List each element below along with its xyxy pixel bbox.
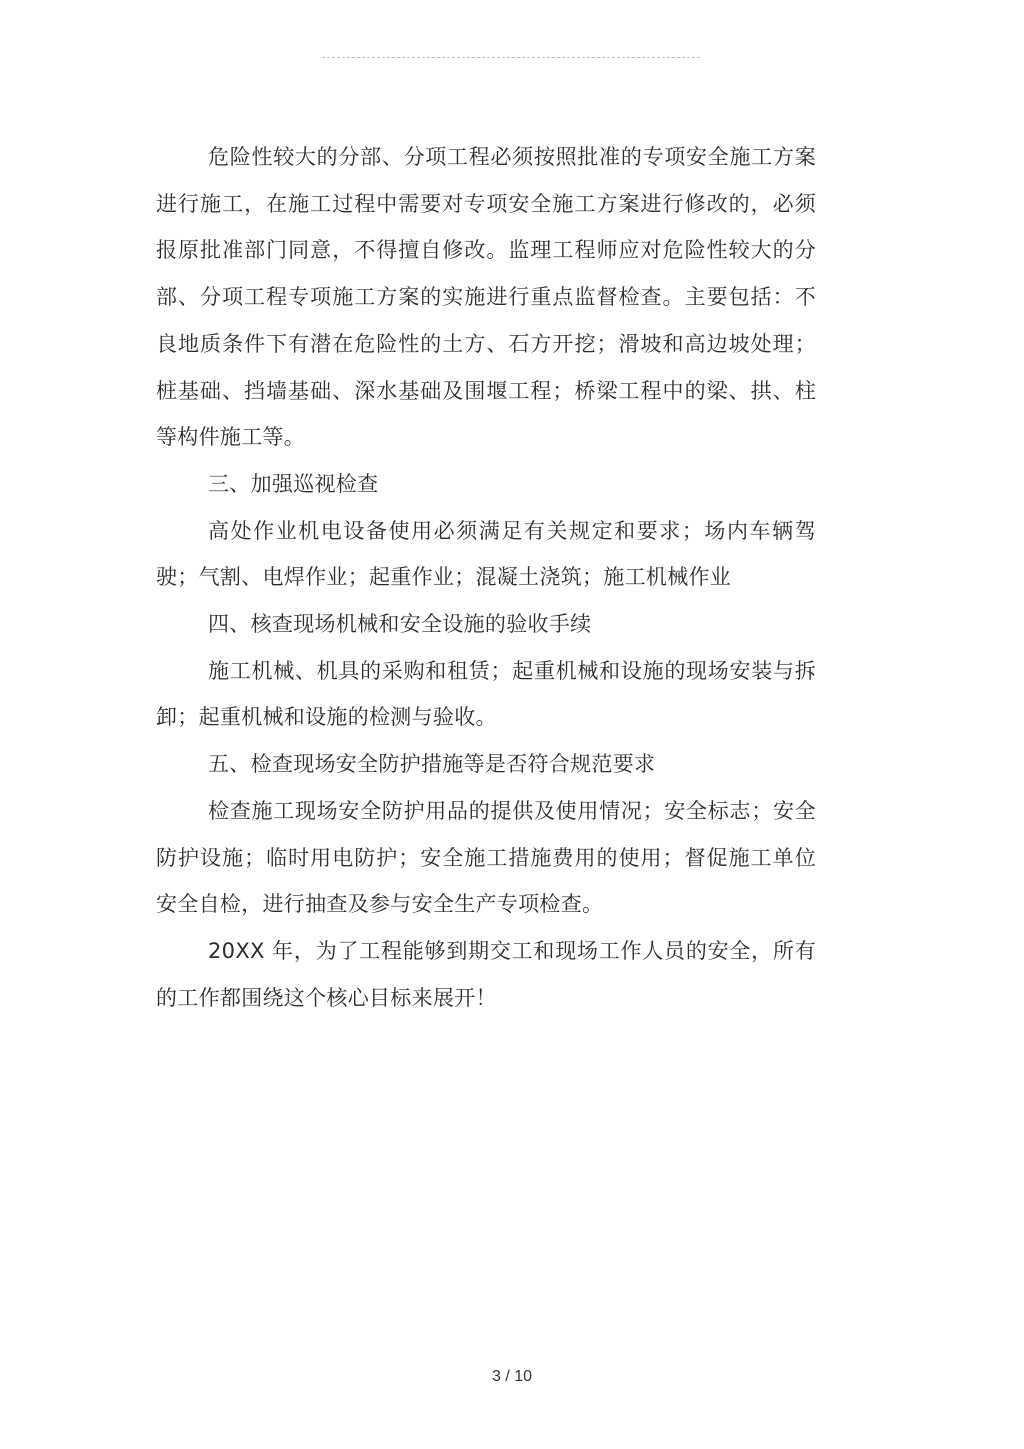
section-heading-safety-measures: 五、检查现场安全防护措施等是否符合规范要求 (208, 752, 656, 777)
section-heading-patrol-inspection: 三、加强巡视检查 (208, 471, 379, 496)
paragraph-hazardous-works: 危险性较大的分部、分项工程必须按照批准的专项安全施工方案进行施工，在施工过程中需要对专项安全施工方案进行修改的，必须报原批准部门同意，不得擅自修改。监理工程师应对危险性较大的分部、分项工程专项施工方案的实施进行重点监督检查。主要包括：不良地质条件下有潜在危险性的土方、石方开挖；滑坡和高边坡处理；桩基础、挡墙基础、深水基础及围堰工程；桥梁工程中的梁、拱、柱等构件施工等。 (156, 145, 816, 450)
paragraph-patrol-items: 高处作业机电设备使用必须满足有关规定和要求；场内车辆驾驶；气割、电焊作业；起重作业；混凝土浇筑；施工机械作业 (156, 518, 816, 590)
paragraph-acceptance-items: 施工机械、机具的采购和租赁；起重机械和设施的现场安装与拆卸；起重机械和设施的检测与验收。 (156, 658, 816, 730)
section-heading-acceptance-procedures: 四、核查现场机械和安全设施的验收手续 (208, 612, 592, 637)
paragraph-safety-items: 检查施工现场安全防护用品的提供及使用情况；安全标志；安全防护设施；临时用电防护；安全施工措施费用的使用；督促施工单位安全自检，进行抽查及参与安全生产专项检查。 (156, 798, 816, 917)
paragraph-conclusion: 20XX 年，为了工程能够到期交工和现场工作人员的安全，所有的工作都围绕这个核心目标来展开！ (156, 938, 816, 1010)
page-number: 3 / 10 (491, 1368, 533, 1385)
header-rule (322, 57, 700, 58)
document-body (156, 134, 816, 1021)
